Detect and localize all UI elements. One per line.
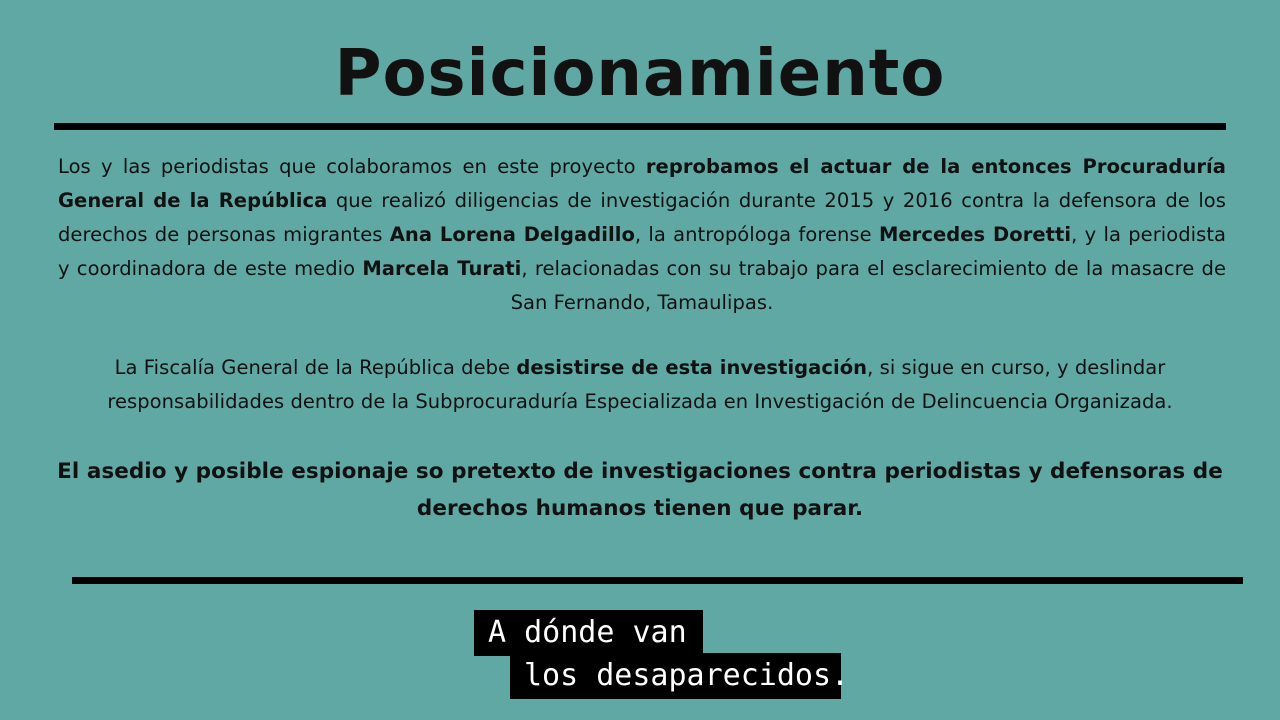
p1-text-5: , relacionadas con su trabajo para el esclarecimiento de la masacre de San Fernando, Tamaulipas. (510, 257, 1226, 314)
logo-line-2: los desaparecidos. (510, 653, 841, 699)
p2-text-2: , si sigue en curso, y deslindar responsabilidades dentro de la Subprocuraduría Especializada en Investigación de Delincuencia Organizada. (107, 356, 1173, 413)
paragraph-conclusion: El asedio y posible espionaje so pretexto de investigaciones contra periodistas y defensoras de derechos humanos tienen que parar. (57, 459, 1223, 521)
paragraph-fiscalia (40, 351, 1240, 419)
p1-text-4: , y la periodista y coordinadora de este medio (58, 223, 1227, 280)
paragraph-reprobation (58, 150, 1226, 320)
top-divider (54, 123, 1226, 130)
bottom-divider (72, 577, 1243, 584)
p1-bold-turati: Marcela Turati (362, 257, 522, 280)
p1-bold-delgadillo: Ana Lorena Delgadillo (389, 223, 635, 246)
page-title: Posicionamiento (334, 37, 946, 111)
p1-text-1: Los y las periodistas que colaboramos en este proyecto (58, 155, 646, 178)
p1-bold-procuraduria: reprobamos el actuar de la entonces Procuraduría General de la República (58, 155, 1226, 212)
p1-text-2: que realizó diligencias de investigación durante 2015 y 2016 contra la defensora de los derechos de personas migrantes (58, 189, 1226, 246)
p2-text-1: La Fiscalía General de la República debe (114, 356, 517, 379)
logo-line-1: A dónde van (474, 610, 703, 656)
p1-text-3: , la antropóloga forense (634, 223, 879, 246)
p1-bold-doretti: Mercedes Doretti (878, 223, 1072, 246)
p2-bold-desistirse: desistirse de esta investigación (516, 356, 868, 379)
